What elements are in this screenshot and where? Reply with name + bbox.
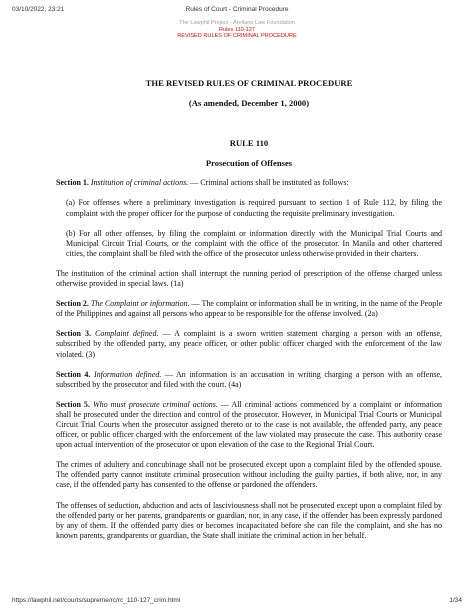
document-title: THE REVISED RULES OF CRIMINAL PROCEDURE (145, 78, 353, 88)
browser-print-footer (12, 597, 462, 607)
lawphil-header (0, 20, 474, 40)
section-text: — All criminal actions commenced by a complaint or information shall be prosecuted under the direction and control of the prosecutor. However, in Municipal Trial Courts or Municipal Circuit Trial Courts when the prosecutor assigned thereto or to the case is not available, the offended party, any peace officer, or public officer charged with the enforcement of the law violated may prosecute the case. This authority cease upon actual intervention of the prosecutor or upon elevation of the case to the Regional Trial Court. (56, 399, 442, 450)
section-paragraph (56, 329, 442, 359)
source-label: The Lawphil Project - Arellano Law Foundation (179, 20, 295, 26)
print-url: https://lawphil.net/courts/supreme/rc/rc_110-127_crim.html (12, 597, 181, 604)
section-text: — An information is an accusation in writing charging a person with an offense, subscribed by the prosecutor and filed with the court. (4a) (56, 369, 443, 389)
section-title: Complaint defined. (95, 329, 159, 339)
print-datetime: 03/10/2022, 23:21 (12, 6, 65, 13)
section-number: Section 3. (56, 329, 91, 339)
browser-print-header (12, 6, 462, 16)
rules-reference-link[interactable]: Rules 110-127 (219, 26, 255, 33)
paragraph: The institution of the criminal action shall interrupt the running period of prescription of the offense charged unless otherwise provided in special laws. (1a) (56, 268, 442, 289)
section-title: Who must prosecute criminal actions. (92, 399, 218, 409)
section-paragraph (56, 400, 442, 450)
print-page-number: 1/34 (449, 597, 462, 604)
section-title: Institution of criminal actions. (90, 178, 189, 188)
section-paragraph (56, 299, 442, 319)
section-number: Section 5. (56, 399, 90, 409)
section-title: The Complaint or information. (90, 299, 190, 309)
section-number: Section 4. (56, 369, 91, 379)
subparagraph-b: (b) For all other offenses, by filing the complaint or information directly with the Municipal Trial Courts and Municipal Circuit Trial Courts, or the complaint with the office of the prosecutor. In Manila and other chartered cities, the complaint shall be filed with the office of the prosecutor unless otherwise provided in their charters. (66, 228, 442, 258)
amended-note: (As amended, December 1, 2000) (188, 98, 310, 109)
paragraph: The offenses of seduction, abduction and acts of lasciviousness shall not be prosecuted except upon a complaint filed by the offended party or her parents, grandparents or guardian, nor, in any case, if the offender has been expressly pardoned by any of them. If the offended party dies or becomes incapacitated before she can file the complaint, and she has no known parents, grandparents or guardian, the State shall initiate the criminal action in her behalf. (56, 500, 442, 540)
section-number: Section 2. (56, 299, 89, 309)
print-page-title: Rules of Court - Criminal Procedure (185, 6, 289, 13)
section-text: — Criminal actions shall be instituted as follows: (188, 178, 349, 188)
rule-number: RULE 110 (229, 138, 269, 149)
subparagraph-a: (a) For offenses where a preliminary investigation is required pursuant to section 1 of Rule 112, by filing the complaint with the proper officer for the purpose of conducting the requisite preliminary investigation. (66, 198, 442, 218)
rules-title-link[interactable]: REVISED RULES OF CRIMINAL PROCEDURE (177, 33, 297, 40)
section-text: — The complaint or information shall be in writing, in the name of the People of the Philippines and against all persons who appear to be responsible for the offense involved. (2a) (56, 299, 442, 319)
rule-title: Prosecution of Offenses (205, 158, 293, 169)
section-paragraph (56, 178, 442, 188)
section-text: — A complaint is a sworn written statement charging a person with an offense, subscribed by the offended party, any peace officer, or other public officer charged with the enforcement of the law violated. (3) (56, 329, 443, 359)
section-paragraph (56, 370, 442, 390)
section-number: Section 1. (56, 178, 89, 188)
section-title: Information defined. (94, 369, 162, 379)
paragraph: The crimes of adultery and concubinage shall not be prosecuted except upon a complaint filed by the offended spouse. The offended party cannot institute criminal prosecution without including the guilty parties, if both alive, nor, in any case, if the offended party has consented to the offense or pardoned the offenders. (56, 460, 442, 490)
document-body (56, 78, 442, 551)
